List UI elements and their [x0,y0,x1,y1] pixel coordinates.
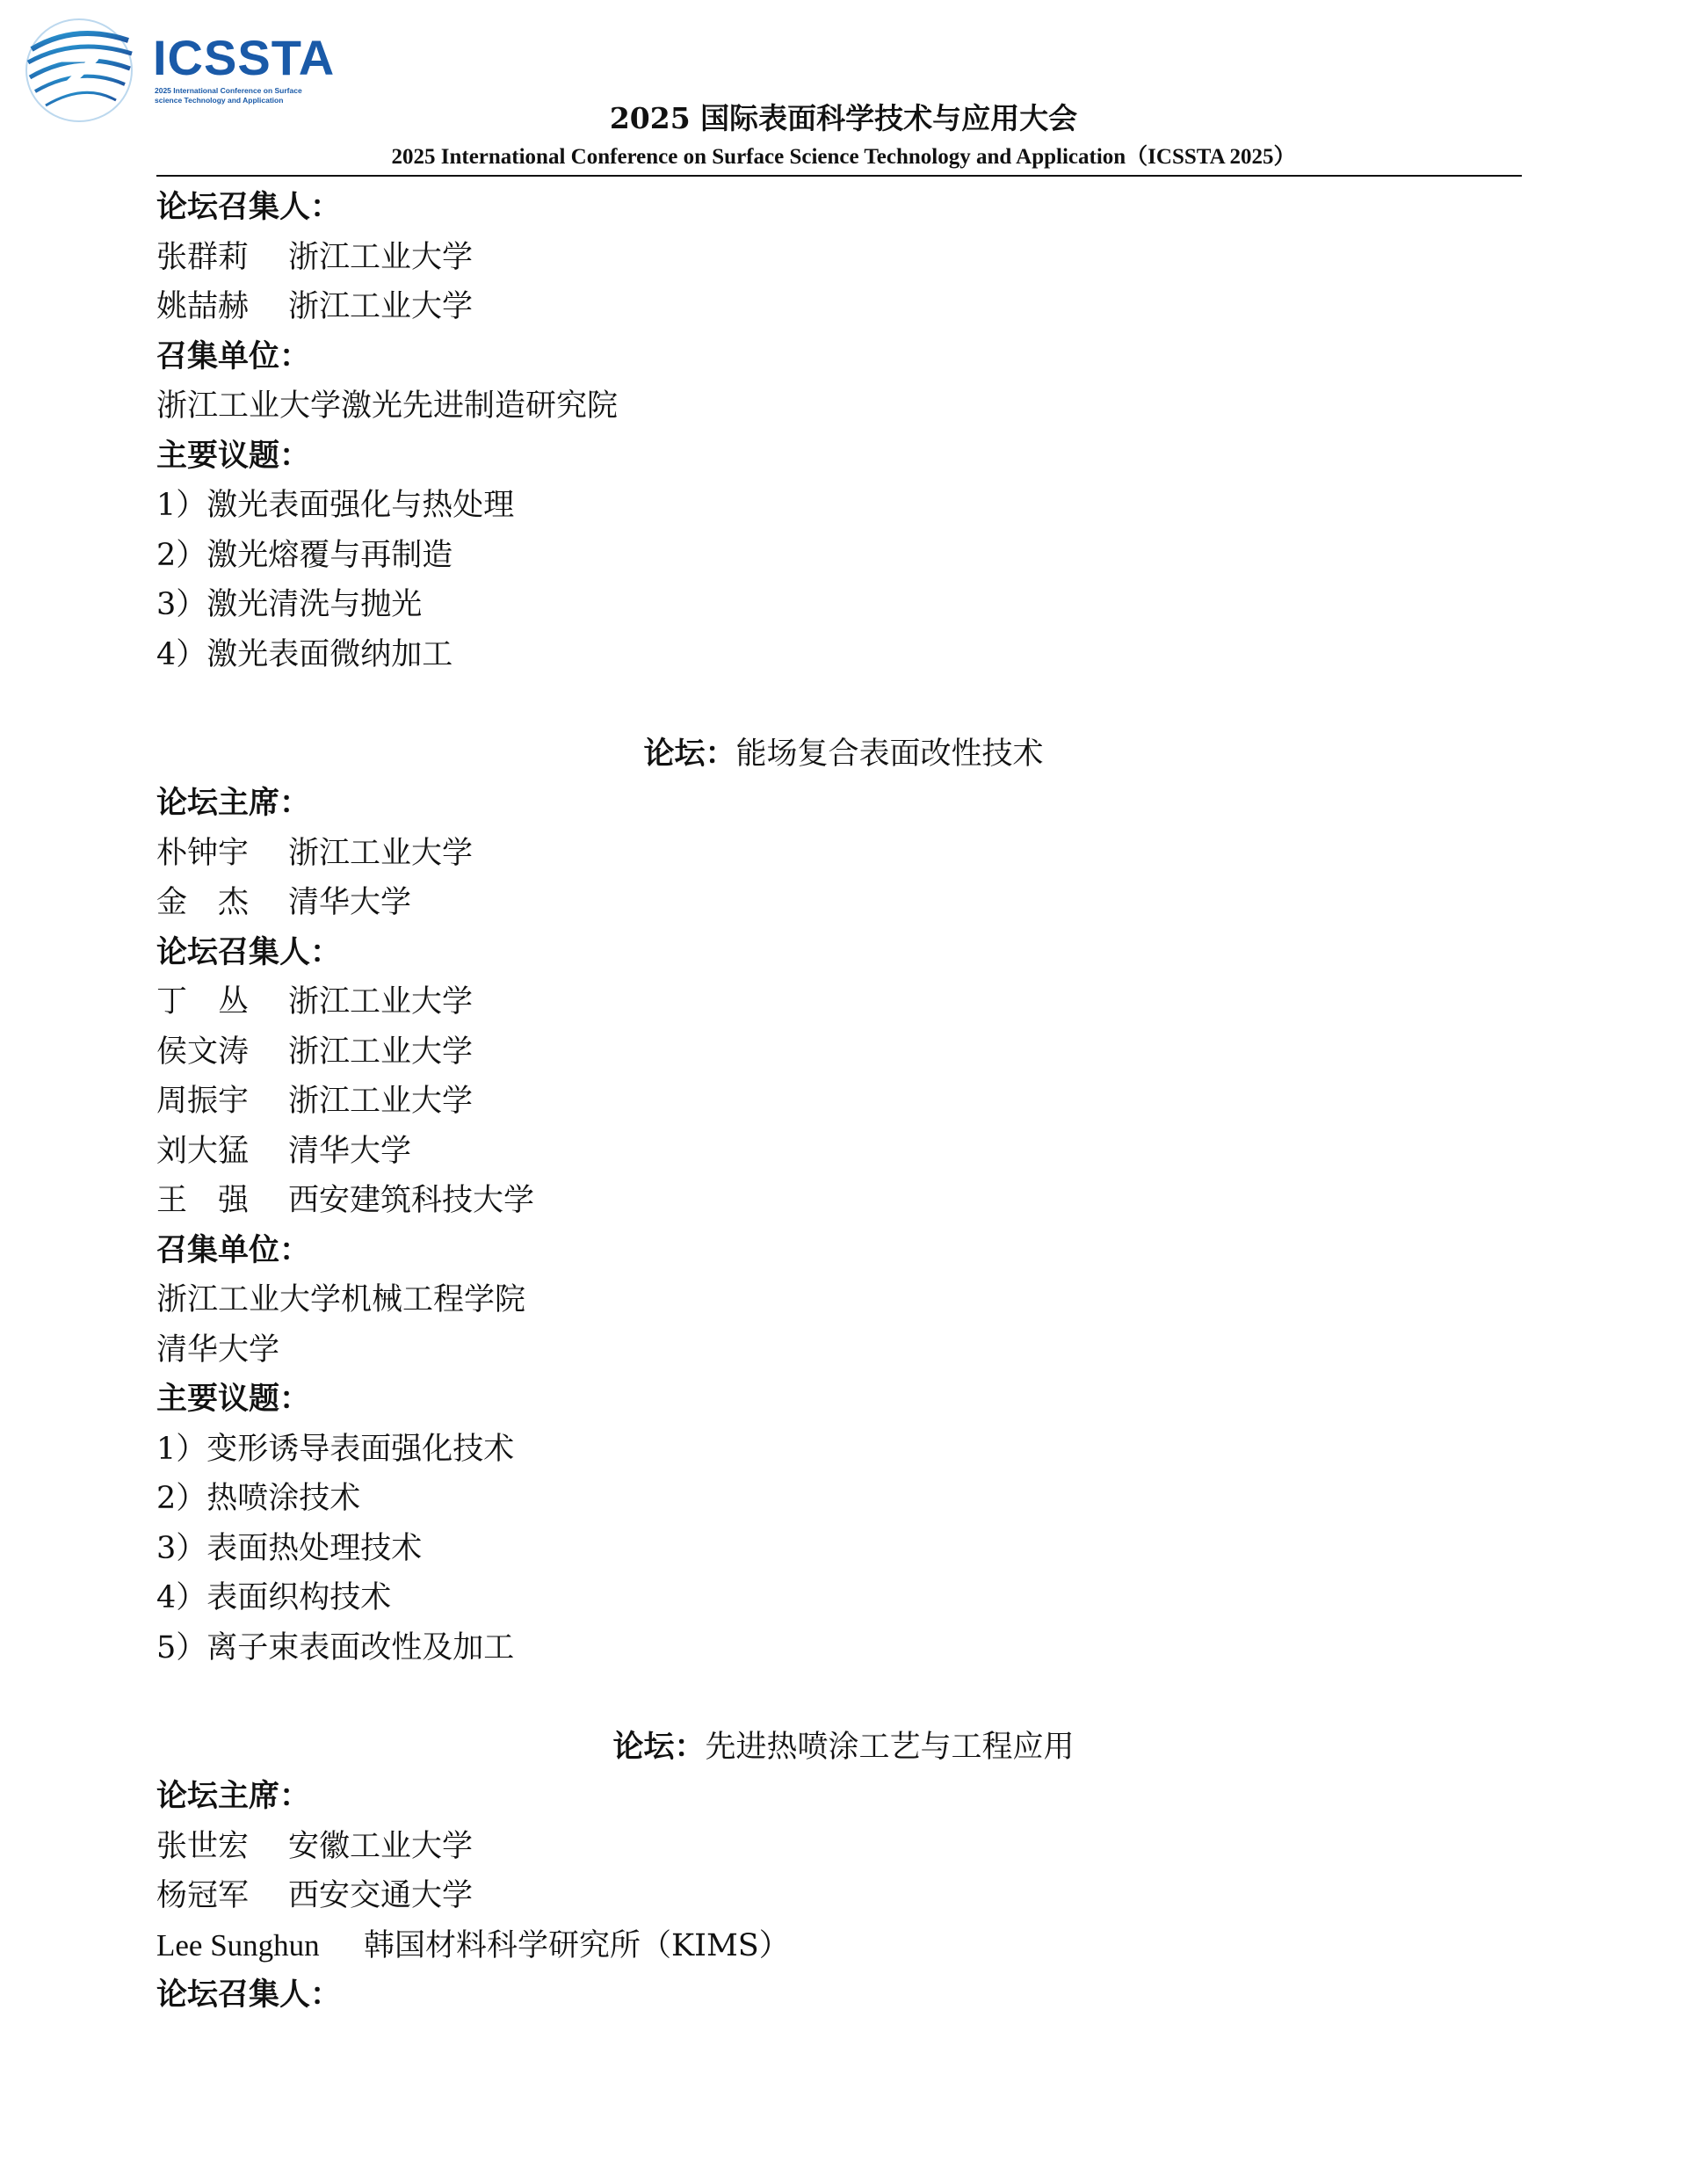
person-name: 张世宏 [156,1828,250,1864]
page-subtitle: 2025 International Conference on Surface Science Technology and Application（ICSSTA 2025） [391,145,1296,169]
person-org: 浙江工业大学 [288,289,474,324]
topic-item: 4）表面织构技术 [156,1580,392,1615]
convener-heading: 论坛召集人： [156,933,342,970]
person-row [156,1176,1522,1226]
person-org: 清华大学 [288,1133,412,1169]
topic-item: 4）激光表面微纳加工 [156,636,453,672]
forum-name: 能场复合表面改性技术 [735,736,1044,772]
topics-heading: 主要议题： [156,437,311,474]
person-row [156,282,1522,332]
chair-heading: 论坛主席： [156,785,311,821]
person-name: 丁 丛 [156,984,250,1019]
person-org: 浙江工业大学 [288,1034,474,1070]
person-row [156,829,1522,879]
person-org: 西安交通大学 [288,1878,474,1913]
forum-label: 论坛： [643,735,736,772]
chair-heading: 论坛主席： [156,1778,311,1814]
person-name: 朴钟宇 [156,835,250,871]
topic-item: 2）激光熔覆与再制造 [156,537,453,573]
unit-item: 浙江工业大学激光先进制造研究院 [156,388,619,424]
person-row [156,878,1522,928]
person-name: 杨冠军 [156,1878,250,1913]
header-divider [156,175,1522,177]
person-row [156,1127,1522,1177]
person-org: 安徽工业大学 [288,1828,474,1864]
person-row [156,1077,1522,1127]
person-org: 韩国材料科学研究所（KIMS） [364,1927,790,1963]
person-row [156,1027,1522,1077]
forum-title [0,1723,1687,1773]
person-org: 西安建筑科技大学 [288,1183,535,1218]
unit-heading: 召集单位： [156,337,311,374]
unit-heading: 召集单位： [156,1231,311,1268]
topics-heading: 主要议题： [156,1381,311,1417]
topic-item: 1）激光表面强化与热处理 [156,488,515,523]
person-name: 张群莉 [156,239,250,275]
forum-name: 先进热喷涂工艺与工程应用 [705,1729,1075,1765]
logo-subtitle: 2025 International Conference on Surface science Technology and Application [155,86,302,105]
forum-title [0,729,1687,780]
person-org: 清华大学 [288,885,412,920]
topic-item: 1）变形诱导表面强化技术 [156,1431,515,1467]
person-row [156,233,1522,283]
person-row [156,977,1522,1027]
topic-item: 3）激光清洗与抛光 [156,587,423,622]
unit-item: 清华大学 [156,1331,280,1368]
person-name: 侯文涛 [156,1034,250,1070]
unit-item: 浙江工业大学机械工程学院 [156,1282,526,1317]
person-name: Lee Sunghun [156,1927,320,1963]
person-org: 浙江工业大学 [288,835,474,871]
person-org: 浙江工业大学 [288,984,474,1019]
person-name: 刘大猛 [156,1133,250,1169]
convener-heading: 论坛召集人： [156,189,342,225]
person-row [156,1822,1522,1872]
person-name: 周振宇 [156,1084,250,1119]
person-name: 姚喆赫 [156,289,250,324]
topic-item: 3）表面热处理技术 [156,1530,423,1566]
logo-wordmark: ICSSTA [153,30,336,85]
person-name: 王 强 [156,1183,250,1218]
person-org: 浙江工业大学 [288,239,474,275]
person-org: 浙江工业大学 [288,1084,474,1119]
convener-heading: 论坛召集人： [156,1977,342,2013]
topic-item: 5）离子束表面改性及加工 [156,1629,515,1665]
forum-label: 论坛： [612,1728,706,1765]
person-row [156,1921,1522,1971]
page-title: 2025 国际表面科学技术与应用大会 [609,101,1078,135]
person-row [156,1871,1522,1921]
topic-item: 2）热喷涂技术 [156,1481,361,1516]
document-body [156,183,1522,2021]
person-name: 金 杰 [156,885,250,920]
